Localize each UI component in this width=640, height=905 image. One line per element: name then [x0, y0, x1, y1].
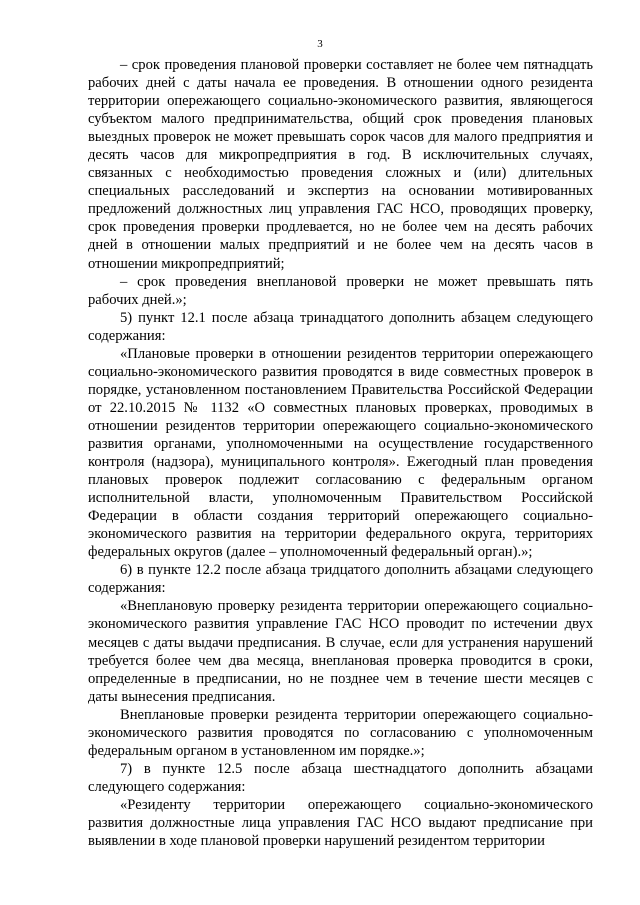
page-number: 3 — [317, 38, 323, 50]
paragraph-unplanned-inspection-after-order: «Внеплановую проверку резидента территории опережающего социально-экономического развития управление ГАС НСО проводит по истечении двух месяцев с даты выдачи предписания. В случае, если для устранения нарушений требуется более чем два месяца, внеплановая проверка проводится в сроки, определенные в предписании, но не позднее чем в течение шести месяцев с даты вынесения предписания. — [88, 598, 593, 705]
paragraph-resident-order: «Резиденту территории опережающего социально-экономического развития должностные лица управления ГАС НСО выдают предписание при выявлении в ходе плановой проверки нарушений резидентом территории — [88, 796, 593, 850]
paragraph-unplanned-inspection-agreement: Внеплановые проверки резидента территории опережающего социально-экономического развития проводятся по согласованию с уполномоченным федеральным органом в установленном им порядке.»; — [88, 706, 593, 759]
paragraph-unplanned-inspection-term: – срок проведения внеплановой проверки не может превышать пять рабочих дней.»; — [88, 273, 593, 308]
paragraph-item-5: 5) пункт 12.1 после абзаца тринадцатого дополнить абзацем следующего содержания: — [88, 309, 593, 344]
paragraph-planned-inspection-term: – срок проведения плановой проверки составляет не более чем пятнадцать рабочих дней с даты начала ее проведения. В отношении одного резидента территории опережающего социально-экономического развития, являющегося субъектом малого предпринимательства, общий срок проведения плановых выездных проверок не может превышать сорок часов для малого предприятия и десять часов для микропредприятия в год. В исключительных случаях, связанных с необходимостью проведения сложных и (или) длительных специальных расследований и экспертиз на основании мотивированных предложений должностных лиц управления ГАС НСО, проводящих проверку, срок проведения проверки продлевается, но не более чем на десять рабочих дней в отношении малых предприятий и не более чем на десять часов в отношении микропредприятий; — [88, 57, 593, 272]
document-body — [88, 56, 593, 850]
paragraph-joint-inspections: «Плановые проверки в отношении резидентов территории опережающего социально-экономического развития проводятся в виде совместных проверок в порядке, установленном постановлением Правительства Российской Федерации от 22.10.2015 № 1132 «О совместных плановых проверках, проводимых в отношении резидентов территории опережающего социально-экономического развития органами, уполномоченными на осуществление государственного контроля (надзора), муниципального контроля». Ежегодный план проведения плановых проверок подлежит согласованию с федеральным органом исполнительной власти, уполномоченным Правительством Российской Федерации в области создания территорий опережающего социально-экономического развития на территории федерального округа, территориях федеральных округов (далее – уполномоченный федеральный орган).»; — [88, 345, 593, 561]
paragraph-item-6: 6) в пункте 12.2 после абзаца тридцатого дополнить абзацами следующего содержания: — [88, 562, 593, 597]
paragraph-item-7: 7) в пункте 12.5 после абзаца шестнадцатого дополнить абзацами следующего содержания: — [88, 760, 593, 795]
